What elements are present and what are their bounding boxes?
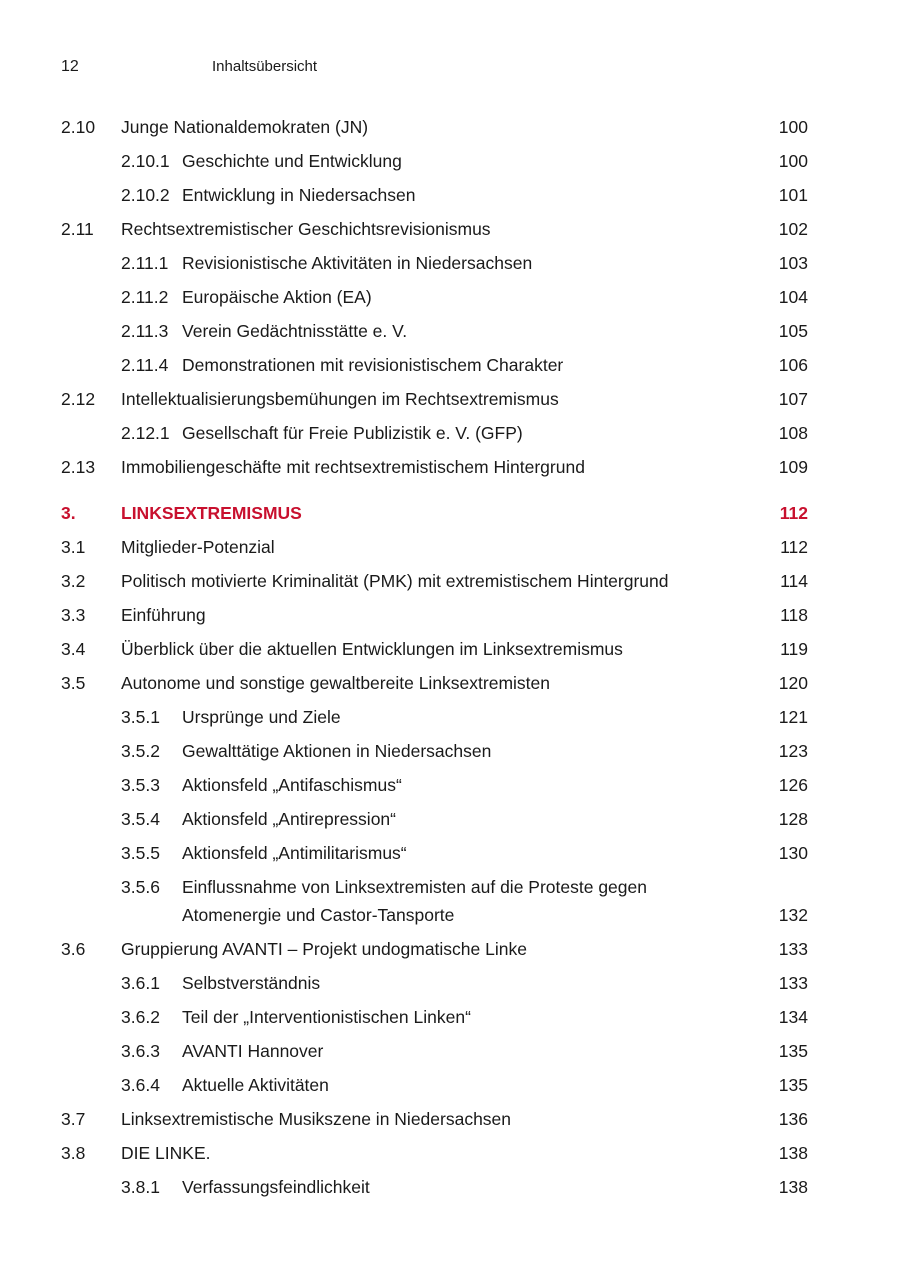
toc-entry (0, 738, 900, 772)
toc-entry-number: 2.11.2 (121, 287, 169, 307)
toc-entry-title: AVANTI Hannover (182, 1041, 324, 1061)
toc-entry-number: 2.13 (61, 457, 96, 477)
toc-entry (0, 806, 900, 840)
toc-entry-page: 133 (778, 939, 808, 959)
toc-entry (0, 1174, 900, 1208)
toc-entry-number: 2.10.2 (121, 185, 170, 205)
toc-entry (0, 454, 900, 488)
toc-entry-number: 2.11 (61, 219, 94, 239)
toc-entry-page: 135 (778, 1075, 808, 1095)
toc-entry-number: 3.3 (61, 605, 86, 625)
toc-entry-title: Entwicklung in Niedersachsen (182, 185, 416, 205)
toc-entry-title (182, 873, 647, 929)
toc-entry-title: Selbstverständnis (182, 973, 321, 993)
toc-entry-page: 118 (780, 605, 808, 625)
toc-entry (0, 420, 900, 454)
toc-entry-page: 102 (778, 219, 808, 239)
toc-entry (0, 874, 900, 936)
toc-entry-number: 3.7 (61, 1109, 86, 1129)
toc-entry (0, 1038, 900, 1072)
toc-entry (0, 318, 900, 352)
toc-entry-page: 136 (778, 1109, 808, 1129)
toc-entry (0, 182, 900, 216)
toc-entry-page: 105 (778, 321, 808, 341)
toc-entry-page: 138 (778, 1177, 808, 1197)
toc-entry-title: Aktuelle Aktivitäten (182, 1075, 329, 1095)
toc-entry (0, 114, 900, 148)
toc-entry-page: 123 (778, 741, 808, 761)
toc-entry-number: 3.6.1 (121, 973, 160, 993)
toc-entry (0, 1004, 900, 1038)
toc-entry-title: Aktionsfeld „Antimilitarismus“ (182, 843, 407, 863)
toc-entry-number: 2.11.3 (121, 321, 169, 341)
toc-entry-page: 104 (778, 287, 808, 307)
toc-entry (0, 284, 900, 318)
toc-entry-title: Intellektualisierungsbemühungen im Rechtsextremismus (121, 389, 559, 409)
toc-entry-title: Teil der „Interventionistischen Linken“ (182, 1007, 471, 1027)
toc-entry-page: 101 (778, 185, 808, 205)
toc-entry-page: 112 (780, 537, 808, 557)
toc-entry-number: 2.12 (61, 389, 96, 409)
toc-entry-page: 128 (778, 809, 808, 829)
toc-entry-number: 3. (61, 503, 76, 523)
toc-entry-page: 108 (778, 423, 808, 443)
toc-entry-number: 2.12.1 (121, 423, 170, 443)
toc-entry (0, 386, 900, 420)
toc-entry-title: Geschichte und Entwicklung (182, 151, 402, 171)
toc-entry-title: Einführung (121, 605, 206, 625)
toc-entry-title: Autonome und sonstige gewaltbereite Linksextremisten (121, 673, 550, 693)
toc-entry-title: Verein Gedächtnisstätte e. V. (182, 321, 408, 341)
toc-entry-page: 112 (779, 503, 808, 523)
toc-entry-page: 100 (778, 117, 808, 137)
toc-entry-number: 3.6 (61, 939, 86, 959)
toc-entry-title: DIE LINKE. (121, 1143, 211, 1163)
toc-entry-number: 3.4 (61, 639, 86, 659)
toc-entry-page: 134 (778, 1007, 808, 1027)
page-number: 12 (61, 58, 79, 75)
toc-entry-number: 3.5.4 (121, 809, 160, 829)
toc-entry-number: 3.2 (61, 571, 86, 591)
toc-entry-title: Mitglieder-Potenzial (121, 537, 275, 557)
toc-entry (0, 772, 900, 806)
toc-entry-number: 3.5 (61, 673, 86, 693)
toc-entry-page: 135 (778, 1041, 808, 1061)
toc-entry-number: 3.8 (61, 1143, 86, 1163)
toc-entry-number: 3.6.3 (121, 1041, 160, 1061)
toc-entry-page: 126 (778, 775, 808, 795)
toc-entry-title: Politisch motivierte Kriminalität (PMK) mit extremistischem Hintergrund (121, 571, 669, 591)
toc-chapter-heading (0, 500, 900, 534)
toc-entry-number: 3.8.1 (121, 1177, 160, 1197)
table-of-contents (0, 114, 900, 1208)
toc-entry (0, 636, 900, 670)
toc-entry-page: 100 (778, 151, 808, 171)
toc-entry-number: 3.5.5 (121, 843, 160, 863)
toc-entry-number: 3.5.3 (121, 775, 160, 795)
toc-entry-number: 2.11.4 (121, 355, 169, 375)
toc-entry-title: Verfassungsfeindlichkeit (182, 1177, 370, 1197)
toc-entry (0, 936, 900, 970)
toc-entry-page: 114 (780, 571, 808, 591)
toc-entry (0, 148, 900, 182)
running-head: Inhaltsübersicht (212, 58, 318, 75)
toc-entry-number: 3.1 (61, 537, 86, 557)
toc-entry-title: Aktionsfeld „Antirepression“ (182, 809, 396, 829)
toc-entry-title: Revisionistische Aktivitäten in Niedersachsen (182, 253, 533, 273)
toc-entry (0, 970, 900, 1004)
toc-entry (0, 216, 900, 250)
toc-entry (0, 1072, 900, 1106)
toc-entry (0, 534, 900, 568)
toc-entry-page: 120 (778, 673, 808, 693)
toc-entry (0, 1140, 900, 1174)
toc-entry-number: 3.5.2 (121, 741, 160, 761)
toc-entry-title: Linksextremistische Musikszene in Niedersachsen (121, 1109, 512, 1129)
toc-entry-page: 119 (780, 639, 808, 659)
toc-entry (0, 568, 900, 602)
toc-entry-page: 138 (778, 1143, 808, 1163)
toc-entry-page: 133 (778, 973, 808, 993)
toc-entry-number: 2.10.1 (121, 151, 170, 171)
toc-entry-page: 107 (778, 389, 808, 409)
toc-entry-page: 106 (778, 355, 808, 375)
toc-entry-page: 109 (778, 457, 808, 477)
toc-entry-title: Aktionsfeld „Antifaschismus“ (182, 775, 402, 795)
toc-entry (0, 704, 900, 738)
toc-entry (0, 250, 900, 284)
toc-entry-page: 121 (778, 707, 808, 727)
toc-entry (0, 670, 900, 704)
toc-entry-title: Gruppierung AVANTI – Projekt undogmatische Linke (121, 939, 527, 959)
toc-entry (0, 840, 900, 874)
toc-entry-page: 132 (778, 905, 808, 925)
toc-entry-number: 2.10 (61, 117, 96, 137)
toc-entry-title-line1: Einflussnahme von Linksextremisten auf die Proteste gegen (182, 877, 647, 897)
toc-entry-title: Gesellschaft für Freie Publizistik e. V. (GFP) (182, 423, 523, 443)
toc-entry-page: 103 (778, 253, 808, 273)
toc-entry-number: 3.6.4 (121, 1075, 160, 1095)
toc-entry-title: Junge Nationaldemokraten (JN) (121, 117, 369, 137)
toc-entry (0, 602, 900, 636)
toc-entry-title: Rechtsextremistischer Geschichtsrevisionismus (121, 219, 491, 239)
toc-entry-title: Immobiliengeschäfte mit rechtsextremistischem Hintergrund (121, 457, 585, 477)
toc-entry-number: 3.5.6 (121, 877, 160, 897)
toc-entry-title: Überblick über die aktuellen Entwicklungen im Linksextremismus (121, 639, 623, 659)
toc-entry-title: Gewalttätige Aktionen in Niedersachsen (182, 741, 492, 761)
toc-entry-title-line2: Atomenergie und Castor-Tansporte (182, 905, 455, 925)
toc-entry-title: Europäische Aktion (EA) (182, 287, 372, 307)
toc-entry-number: 3.6.2 (121, 1007, 160, 1027)
toc-entry-title: LINKSEXTREMISMUS (121, 503, 302, 523)
toc-entry-title: Ursprünge und Ziele (182, 707, 341, 727)
toc-entry-number: 3.5.1 (121, 707, 160, 727)
toc-entry (0, 352, 900, 386)
toc-entry-title: Demonstrationen mit revisionistischem Charakter (182, 355, 564, 375)
toc-entry-number: 2.11.1 (121, 253, 169, 273)
toc-entry (0, 1106, 900, 1140)
toc-entry-page: 130 (778, 843, 808, 863)
